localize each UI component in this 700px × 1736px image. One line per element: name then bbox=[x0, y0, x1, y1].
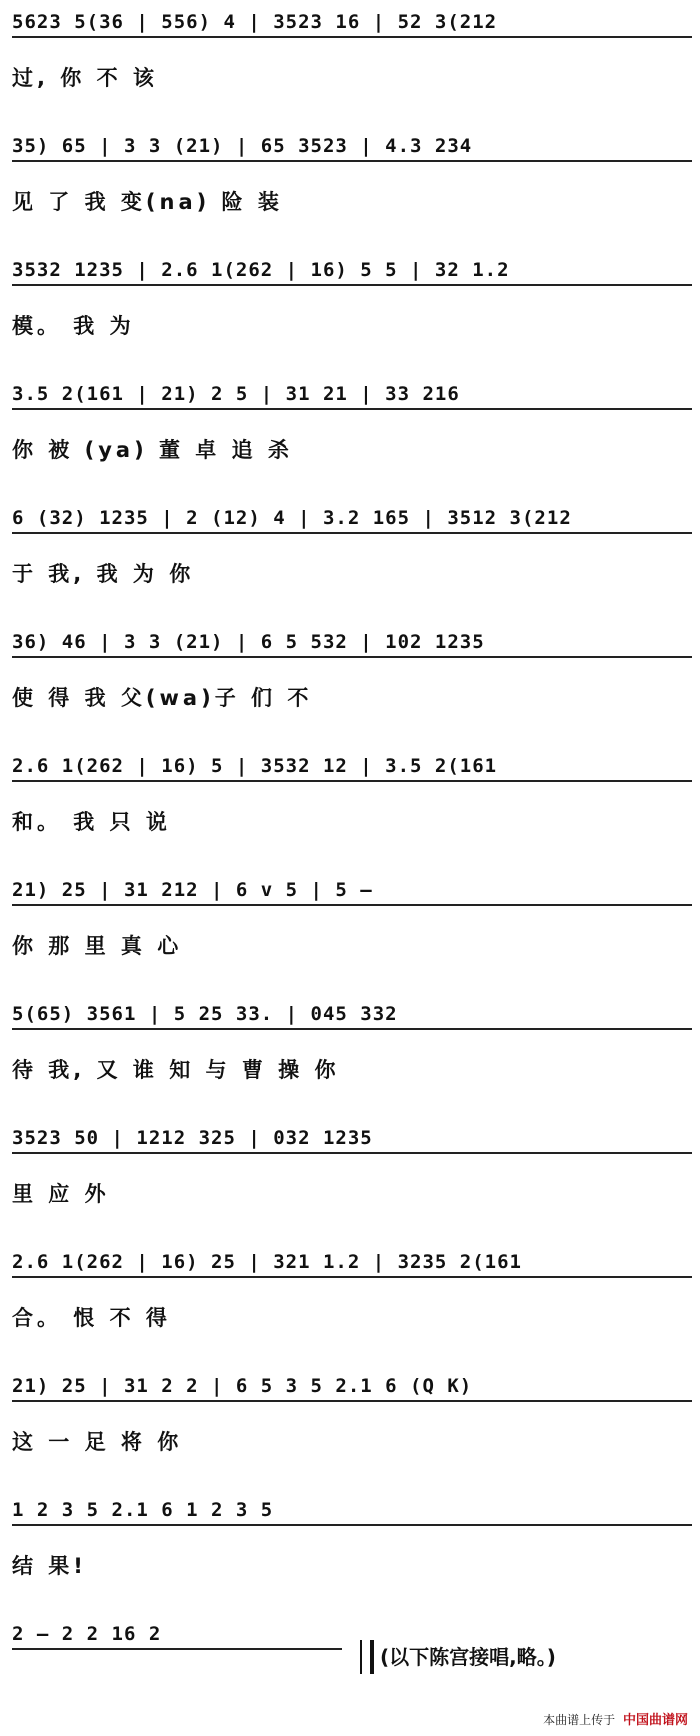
notation-line: 3523 50 | 1212 325 | 032 1235 bbox=[12, 1116, 692, 1160]
score-row bbox=[0, 0, 700, 124]
score-row bbox=[0, 496, 700, 620]
lyric-line: 你 被 (ya) 董 卓 追 杀 bbox=[12, 438, 293, 462]
footer-text: 本曲谱上传于 bbox=[543, 1713, 616, 1727]
notation-line: 21) 25 | 31 212 | 6 v 5 | 5 — bbox=[12, 868, 692, 912]
lyric-line: 过, 你 不 该 bbox=[12, 66, 158, 90]
site-footer bbox=[543, 1708, 688, 1732]
final-barline bbox=[360, 1640, 374, 1674]
score-row bbox=[0, 1364, 700, 1488]
end-note: (以下陈宫接唱,略。) bbox=[380, 1645, 556, 1669]
notation-line: 6 (32) 1235 | 2 (12) 4 | 3.2 165 | 3512 3(212 bbox=[12, 496, 692, 540]
score-row bbox=[0, 868, 700, 992]
score-row bbox=[0, 1488, 700, 1612]
notation-line: 35) 65 | 3 3 (21) | 65 3523 | 4.3 234 bbox=[12, 124, 692, 168]
score-row bbox=[0, 744, 700, 868]
lyric-line: 结 果! bbox=[12, 1554, 87, 1578]
notation-line: 5(65) 3561 | 5 25 33. | 045 332 bbox=[12, 992, 692, 1036]
notation-line: 3.5 2(161 | 21) 2 5 | 31 21 | 33 216 bbox=[12, 372, 692, 416]
lyric-line: 里 应 外 bbox=[12, 1182, 110, 1206]
notation-line: 3532 1235 | 2.6 1(262 | 16) 5 5 | 32 1.2 bbox=[12, 248, 692, 292]
lyric-line: 待 我, 又 谁 知 与 曹 操 你 bbox=[12, 1058, 340, 1082]
lyric-line: 合。 恨 不 得 bbox=[12, 1306, 171, 1330]
score-row bbox=[0, 992, 700, 1116]
lyric-line: 这 一 足 将 你 bbox=[12, 1430, 183, 1454]
notation-line: 2 — 2 2 16 2 bbox=[12, 1612, 342, 1656]
notation-line: 36) 46 | 3 3 (21) | 6 5 532 | 102 1235 bbox=[12, 620, 692, 664]
notation-line: 5623 5(36 | 556) 4 | 3523 16 | 52 3(212 bbox=[12, 0, 692, 44]
lyric-line: 和。 我 只 说 bbox=[12, 810, 171, 834]
lyric-line: 见 了 我 变(na) 险 装 bbox=[12, 190, 283, 214]
score-row bbox=[0, 1116, 700, 1240]
score-row bbox=[0, 1240, 700, 1364]
notation-line: 2.6 1(262 | 16) 5 | 3532 12 | 3.5 2(161 bbox=[12, 744, 692, 788]
lyric-line: 使 得 我 父(wa)子 们 不 bbox=[12, 686, 313, 710]
score-row bbox=[0, 372, 700, 496]
notation-line: 1 2 3 5 2.1 6 1 2 3 5 bbox=[12, 1488, 692, 1532]
lyric-line bbox=[12, 1670, 692, 1710]
site-logo: 中国曲谱网 bbox=[622, 1713, 688, 1728]
score-row bbox=[0, 620, 700, 744]
score-row bbox=[0, 248, 700, 372]
lyric-line: 于 我, 我 为 你 bbox=[12, 562, 195, 586]
lyric-line: 模。 我 为 bbox=[12, 314, 135, 338]
score-row bbox=[0, 124, 700, 248]
notation-line: 2.6 1(262 | 16) 25 | 321 1.2 | 3235 2(161 bbox=[12, 1240, 692, 1284]
notation-line: 21) 25 | 31 2 2 | 6 5 3 5 2.1 6 (Q K) bbox=[12, 1364, 692, 1408]
lyric-line: 你 那 里 真 心 bbox=[12, 934, 183, 958]
